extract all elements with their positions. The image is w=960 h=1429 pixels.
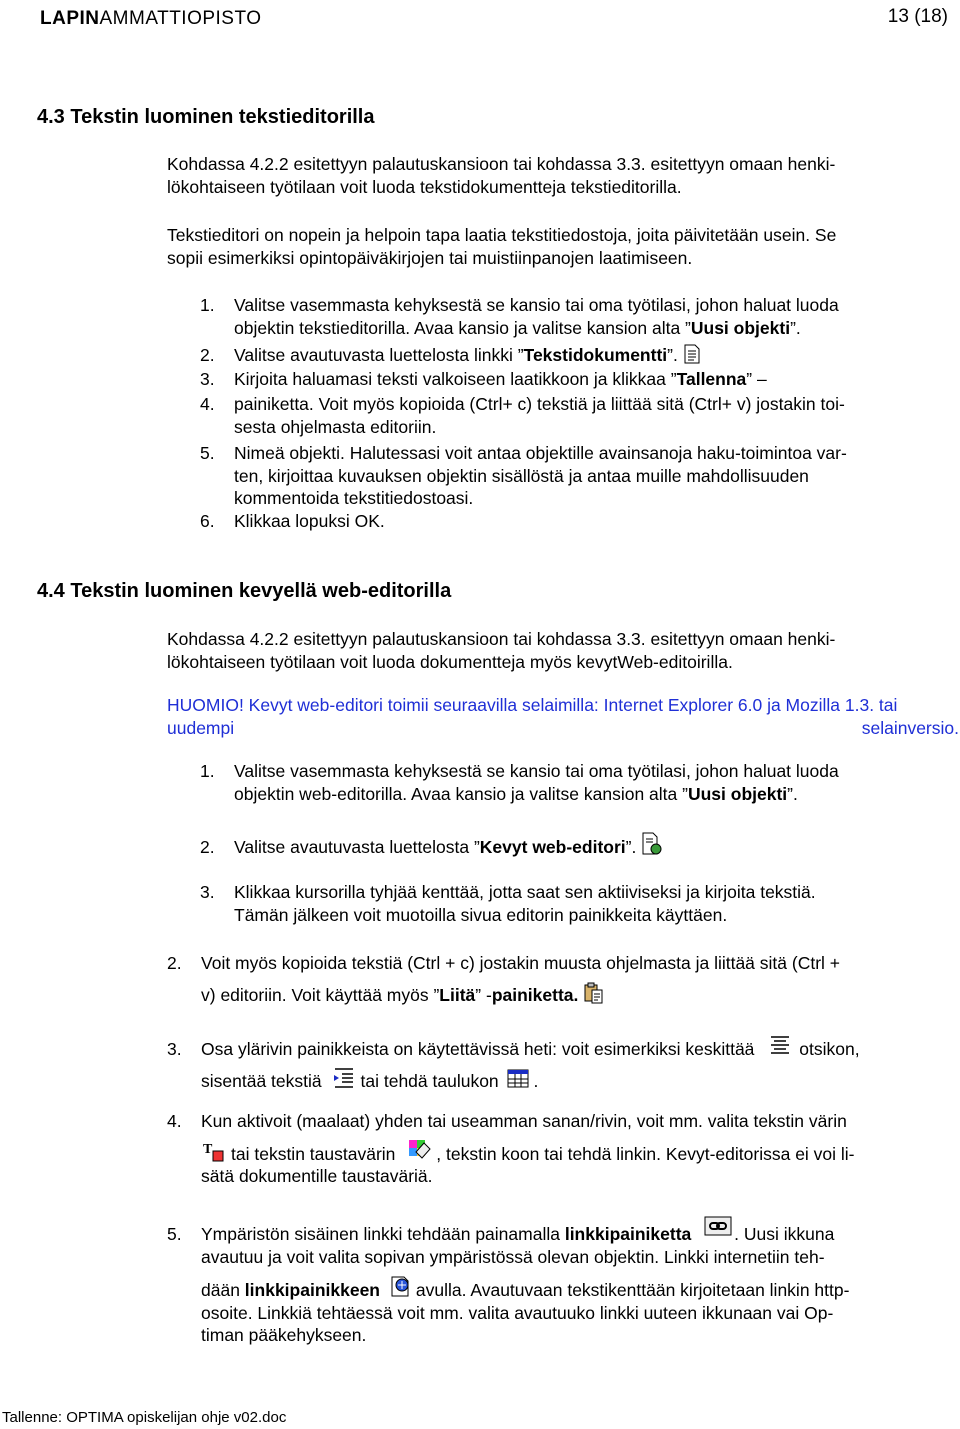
list-item: 5. Ympäristön sisäinen linkki tehdään painamalla linkkipainiketta . Uusi ikkuna avautuu ja voit valita sopivan ympäristössä olevan objektin. Linkki internetiin teh- dään linkkipainikkeen avulla. Avautuvaan tekstikenttään kirjoitetaan linkin http- osoite. Linkkiä tehtäessä voit mm. valita avautuuko linkki uuteen ikkunaan vai Op- timan pääkehykseen. bbox=[167, 1216, 849, 1347]
list-item: 1. Valitse vasemmasta kehyksestä se kansio tai oma työtilasi, johon haluat luoda objektin web-editorilla. Avaa kansio ja valitse kansion alta ”Uusi objekti”. bbox=[200, 761, 839, 804]
indent-icon bbox=[331, 1066, 357, 1090]
list-item: 1. Valitse vasemmasta kehyksestä se kansio tai oma työtilasi, johon haluat luoda objektin tekstieditorilla. Avaa kansio ja valitse kansion alta ”Uusi objekti”. bbox=[200, 295, 839, 338]
list-item: 3. Osa ylärivin painikkeista on käytettävissä heti: voit esimerkiksi keskittää otsikon, sisentää tekstiä tai tehdä taulukon . bbox=[167, 1034, 860, 1092]
list-item: 5. Nimeä objekti. Halutessasi voit antaa objektille avainsanoja haku-toimintoa var- ten, kirjoittaa kuvauksen objektin sisällöstä ja antaa muille mahdollisuuden kommentoida tekstitiedostoasi. bbox=[200, 443, 847, 508]
page-number: 13 (18) bbox=[887, 6, 948, 27]
list-item: 3. Kirjoita haluamasi teksti valkoiseen laatikkoon ja klikkaa ”Tallenna” – bbox=[200, 369, 767, 389]
list-item: 6. Klikkaa lopuksi OK. bbox=[200, 511, 385, 531]
link-icon bbox=[704, 1216, 734, 1238]
list-item: 4. Kun aktivoit (maalaat) yhden tai useamman sanan/rivin, voit mm. valita tekstin värin T tai tekstin taustavärin , tekstin koon tai tehdä linkin. Kevyt-editorissa ei voi li- sätä dokumentille taustaväriä. bbox=[167, 1111, 855, 1186]
paragraph: Tekstieditori on nopein ja helpoin tapa laatia tekstitiedostoja, joita päivitetään usein. Se sopii esimerkiksi opintopäiväkirjojen tai muistiinpanojen laatimiseen. bbox=[167, 225, 837, 268]
text-document-icon bbox=[683, 344, 701, 364]
section-heading-4-4: 4.4 Tekstin luominen kevyellä web-editorilla bbox=[37, 580, 452, 602]
web-editor-icon bbox=[641, 832, 663, 856]
paragraph: Kohdassa 4.2.2 esitettyyn palautuskansioon tai kohdassa 3.3. esitettyyn omaan henki- lökohtaiseen työtilaan voit luoda dokumentteja myös kevytWeb-editoirilla. bbox=[167, 629, 836, 672]
list-item: 2. Valitse avautuvasta luettelosta linkki ”Tekstidokumentti”. bbox=[200, 344, 701, 367]
align-center-icon bbox=[767, 1034, 793, 1058]
svg-text:T: T bbox=[203, 1141, 213, 1157]
paste-icon bbox=[583, 982, 605, 1004]
list-item: 4. painiketta. Voit myös kopioida (Ctrl+ c) tekstiä ja liittää sitä (Ctrl+ v) jostakin toi- sesta ohjelmasta editoriin. bbox=[200, 394, 845, 437]
table-icon bbox=[506, 1068, 532, 1090]
background-color-icon bbox=[406, 1137, 434, 1163]
external-link-icon bbox=[389, 1273, 415, 1299]
paragraph: Kohdassa 4.2.2 esitettyyn palautuskansioon tai kohdassa 3.3. esitettyyn omaan henki- lökohtaiseen työtilaan voit luoda tekstidokumentteja tekstieditorilla. bbox=[167, 154, 836, 197]
list-item: 2. Voit myös kopioida tekstiä (Ctrl + c) jostakin muusta ohjelmasta ja liittää sitä (Ctrl + v) editoriin. Voit käyttää myös ”Liitä” -painiketta. bbox=[167, 953, 840, 1005]
browser-note: HUOMIO! Kevyt web-editori toimii seuraavilla selaimilla: Internet Explorer 6.0 ja Mozilla 1.3. tai uudempi selainversio. bbox=[167, 695, 959, 738]
logo: LAPINAMMATTIOPISTO bbox=[40, 8, 262, 29]
list-item: 2. Valitse avautuvasta luettelosta ”Kevyt web-editori”. bbox=[200, 832, 663, 859]
text-color-icon bbox=[201, 1139, 225, 1163]
section-heading-4-3: 4.3 Tekstin luominen tekstieditorilla bbox=[37, 106, 375, 128]
list-item: 3. Klikkaa kursorilla tyhjää kenttää, jotta saat sen aktiiviseksi ja kirjoita tekstiä. Tämän jälkeen voit muotoilla sivua editorin painikkeita käyttäen. bbox=[200, 882, 816, 925]
footer: Tallenne: OPTIMA opiskelijan ohje v02.doc bbox=[2, 1409, 287, 1426]
